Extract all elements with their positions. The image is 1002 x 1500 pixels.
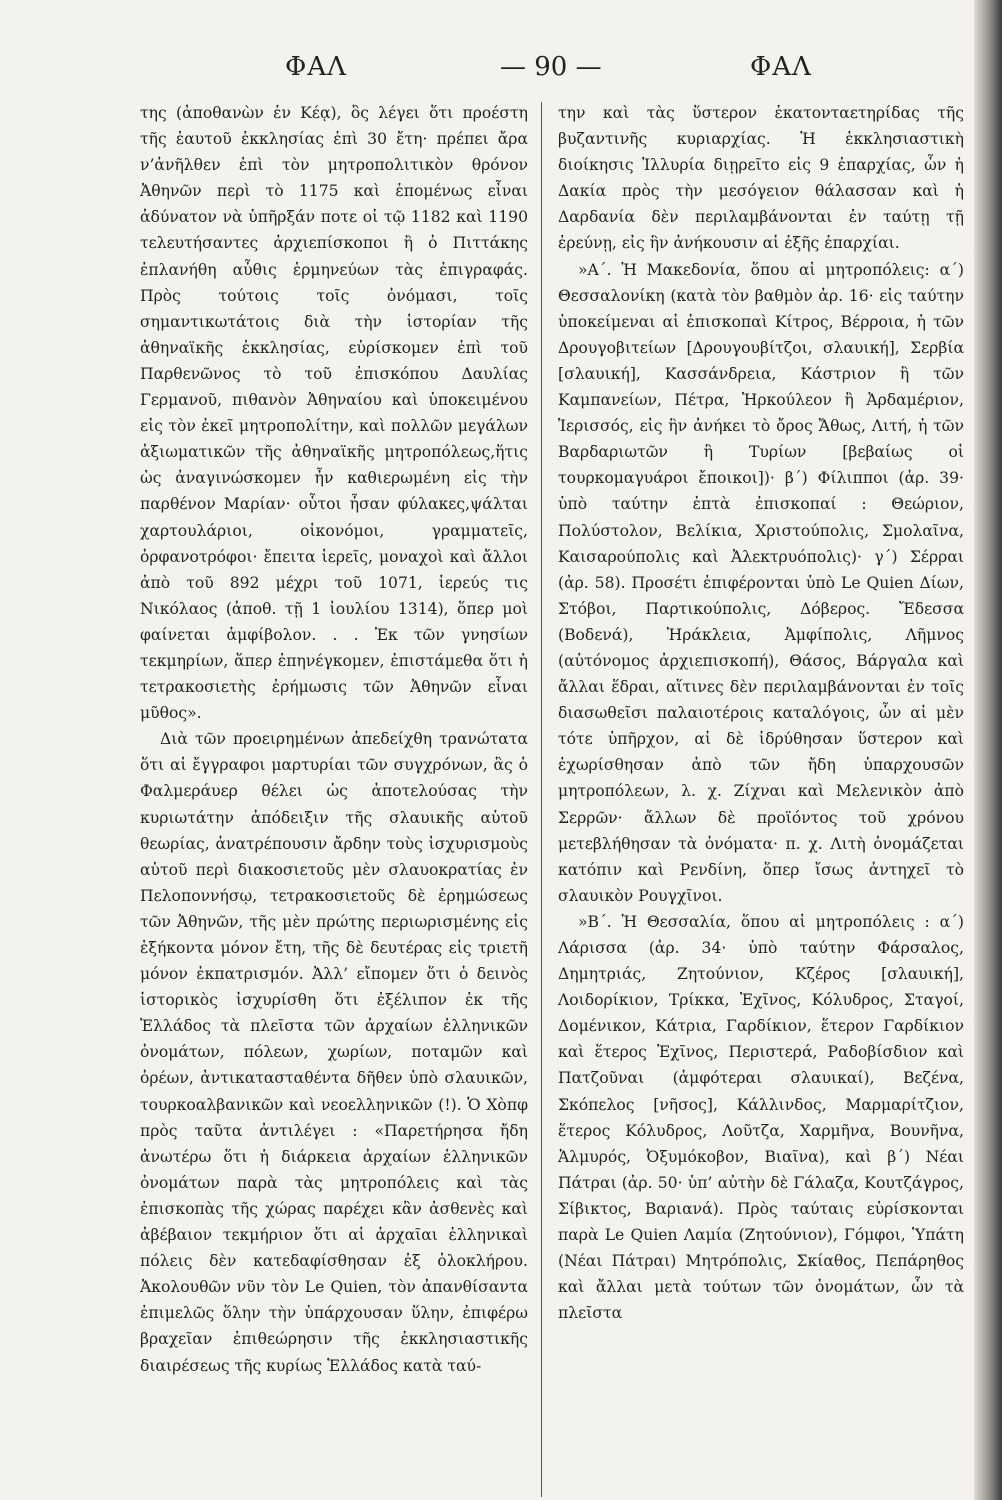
paragraph: »Β΄. Ἡ Θεσσαλία, ὅπου αἱ μητροπόλεις : α΄) Λάρισσα (ἀρ. 34· ὑπὸ ταύτην Φάρσαλος, Δημητριάς, Ζητούνιον, Κζέρος [σλαυική], Λοιδορίκιον, Τρίκκα, Ἐχῖνος, Κόλυδρος, Σταγοί, Δομένικον, Κάτρια, Γαρδίκιον, ἕτερον Γαρδίκιον καὶ ἕτερος Ἐχῖνος, Περιστερά, Ραδοβίσδιον καὶ Πατζοῦναι (ἀμφότεραι σλαυικαί), Βεζένα, Σκόπελος [νῆσος], Κάλλινδος, Μαρμαρίτζιον, ἕτερος Κόλυδρος, Λοῦτζα, Χαρμῆνα, Βουνῆνα, Ἁλμυρός, Ὀξυμόκοβον, Βιαῖνα), καὶ β΄) Νέαι Πάτραι (ἀρ. 50· ὑπ’ αὐτὴν δὲ Γάλαζα, Κουτζάγρος, Σίβικτος, Βαριανά). Πρὸς ταύταις εὑρίσκονται παρὰ Le Quien Λαμία (Ζητούνιον), Γόμφοι, Ὑπάτη (Νέαι Πάτραι) Μητρόπολις, Σκίαθος, Πεπάρηθος καὶ ἄλλαι μετὰ τούτων τῶν ὀνομάτων, ὧν τὰ πλεῖστα bbox=[558, 912, 964, 1323]
paragraph: της (ἀποθανὼν ἐν Κέᾳ), ὃς λέγει ὅτι προέστη τῆς ἑαυτοῦ ἐκκλησίας ἐπὶ 30 ἔτη· πρέπει ἄρα ν’ἀνῆλθεν ἐπὶ τὸν μητροπολιτικὸν θρόνον Ἀθηνῶν περὶ τὸ 1175 καὶ ἑπομένως εἶναι ἀδύνατον νὰ ὑπῆρξάν ποτε οἱ τῷ 1182 καὶ 1190 τελευτήσαντες ἀρχιεπίσκοποι ἢ ὁ Πιττάκης ἐπλανήθη αὖθις ἑρμηνεύων τὰς ἐπιγραφάς. Πρὸς τούτοις τοῖς ὀνόμασι, τοῖς σημαντικωτάτοις διὰ τὴν ἱστορίαν τῆς ἀθηναϊκῆς ἐκκλησίας, εὑρίσκομεν ἐπὶ τοῦ Παρθενῶνος τὸ τοῦ ἐπισκόπου Δαυλίας Γερμανοῦ, πιθανὸν Ἀθηναίου καὶ ὑποκειμένου εἰς τὸν ἐκεῖ μητροπολίτην, καὶ πολλῶν μεγάλων ἀξιωματικῶν τῆς ἀθηναϊκῆς μητροπόλεως,ἥτις ὡς ἀναγινώσκομεν ἦν καθιερωμένη εἰς τὴν παρθένον Μαρίαν· οὗτοι ἦσαν φύλακες,ψάλται χαρτουλάριοι, οἰκονόμοι, γραμματεῖς, ὀρφανοτρόφοι· ἔπειτα ἱερεῖς, μοναχοὶ καὶ ἄλλοι ἀπὸ τοῦ 892 μέχρι τοῦ 1071, ἱερεύς τις Νικόλαος (ἀποθ. τῇ 1 ἰουλίου 1314), ὅπερ μοὶ φαίνεται ἀμφίβολον. . . Ἐκ τῶν γνησίων τεκμηρίων, ἅπερ ἐπηνέγκομεν, ἐπιστάμεθα ὅτι ἡ τετρακοσιετὴς ἐρήμωσις τῶν Ἀθηνῶν εἶναι μῦθος». bbox=[140, 104, 528, 723]
right-column bbox=[558, 100, 964, 1500]
page-number: — 90 — bbox=[500, 52, 602, 82]
column-divider bbox=[541, 102, 542, 1497]
page-edge-shadow bbox=[974, 0, 1002, 1500]
paragraph: Διὰ τῶν προειρημένων ἀπεδείχθη τρανώτατα ὅτι αἱ ἔγγραφοι μαρτυρίαι τῶν συγχρόνων, ἃς ὁ Φαλμεράυερ θέλει ὡς ἀποτελούσας τὴν κυριωτάτην ἀπόδειξιν τῆς σλαυικῆς αὑτοῦ θεωρίας, ἀνατρέπουσιν ἄρδην τοὺς ἰσχυρισμοὺς αὑτοῦ περὶ διακοσιετοῦς μὲν σλαυοκρατίας ἐν Πελοποννήσῳ, τετρακοσιετοῦς δὲ ἐρημώσεως τῶν Ἀθηνῶν, τῆς μὲν πρώτης περιωρισμένης εἰς ἑξήκοντα μόνον ἔτη, τῆς δὲ δευτέρας εἰς τριετῆ μόνον ἐκπατρισμόν. Ἀλλ’ εἴπομεν ὅτι ὁ δεινὸς ἱστορικὸς ἰσχυρίσθη ὅτι ἐξέλιπον ἐκ τῆς Ἑλλάδος τὰ πλεῖστα τῶν ἀρχαίων ἑλληνικῶν ὀνομάτων, πόλεων, χωρίων, ποταμῶν καὶ ὀρέων, ἀντικατασταθέντα δῆθεν ὑπὸ σλαυικῶν, τουρκοαλβανικῶν καὶ νεοελληνικῶν (!). Ὁ Χὸπφ πρὸς ταῦτα ἀντιλέγει : «Παρετήρησα ἤδη ἀνωτέρω ὅτι ἡ διάρκεια ἀρχαίων ἑλληνικῶν ὀνομάτων παρὰ τὰς μητροπόλεις καὶ τὰς ἐπισκοπὰς τῆς χώρας παρέχει κἂν ἀσθενὲς καὶ ἀβέβαιον τεκμήριον ὅτι αἱ ἀρχαῖαι ἑλληνικαὶ πόλεις δὲν κατεδαφίσθησαν ἐξ ὁλοκλήρου. Ἀκολουθῶν νῦν τὸν Le Quien, τὸν ἀπανθίσαντα ἐπιμελῶς ὅλην τὴν ὑπάρχουσαν ὕλην, ἐπιφέρω βραχεῖαν ἐπιθεώρησιν τῆς ἐκκλησιαστικῆς διαιρέσεως τῆς κυρίως Ἑλλάδος κατὰ ταύ- bbox=[140, 730, 528, 1375]
paragraph: την καὶ τὰς ὕστερον ἑκατονταετηρίδας τῆς βυζαντινῆς κυριαρχίας. Ἡ ἐκκλησιαστικὴ διοίκησις Ἰλλυρία διῃρεῖτο εἰς 9 ἐπαρχίας, ὧν ἡ Δακία πρὸς τὴν μεσόγειον θάλασσαν καὶ ἡ Δαρδανία δὲν περιλαμβάνονται ἐν ταύτῃ τῇ ἐρεύνῃ, εἰς ἣν ἀνήκουσιν αἱ ἐξῆς ἐπαρχίαι. bbox=[558, 104, 964, 253]
header-left-keyword: ΦΑΛ bbox=[285, 52, 347, 82]
left-column bbox=[140, 100, 528, 1500]
paragraph: »Α΄. Ἡ Μακεδονία, ὅπου αἱ μητροπόλεις: α΄) Θεσσαλονίκη (κατὰ τὸν βαθμὸν ἀρ. 16· εἰς ταύτην ὑποκείμεναι αἱ ἐπισκοπαὶ Κίτρος, Βέρροια, ἡ τῶν Δρουγοβιτείων [Δρουγουβίτζοι, σλαυική], Σερβία [σλαυική], Κασσάνδρεια, Κάστριον ἢ τῶν Καμπανείων, Πέτρα, Ἡρκούλεον ἢ Ἀρδαμέριον, Ἱερισσός, εἰς ἣν ἀνήκει τὸ ὄρος Ἄθως, Λιτή, ἡ τῶν Βαρδαριωτῶν ἢ Τυρίων [βεβαίως οἱ τουρκομαγυάροι ἔποικοι])· β΄) Φίλιπποι (ἀρ. 39· ὑπὸ ταύτην ἑπτὰ ἐπισκοπαί : Θεώριον, Πολύστολον, Βελίκια, Χριστούπολις, Σμολαῖνα, Καισαρούπολις καὶ Ἀλεκτρυόπολις)· γ΄) Σέρραι (ἀρ. 58). Προσέτι ἐπιφέρονται ὑπὸ Le Quien Δίων, Στόβοι, Παρτικούπολις, Δόβερος. Ἔδεσσα (Βοδενά), Ἡράκλεια, Ἀμφίπολις, Λῆμνος (αὐτόνομος ἀρχιεπισκοπή), Θάσος, Βάργαλα καὶ ἄλλαι ἕδραι, αἵτινες δὲν περιλαμβάνονται ἐν τοῖς διασωθεῖσι παλαιοτέροις καταλόγοις, ὧν αἱ μὲν τότε ὑπῆρχον, αἱ δὲ ἱδρύθησαν ὕστερον καὶ ἐχωρίσθησαν ἀπὸ τῶν ἤδη ὑπαρχουσῶν μητροπόλεων, λ. χ. Ζίχναι καὶ Μελενικὸν ἀπὸ Σερρῶν· ἄλλων δὲ προϊόντος τοῦ χρόνου μετεβλήθησαν τὰ ὀνόματα· π. χ. Λιτὴ ὀνομάζεται κατόπιν καὶ Ρενδίνη, ὅπερ ἴσως ἀντηχεῖ τὸ σλαυικὸν Ρουγχῖνοι. bbox=[558, 260, 964, 905]
header-right-keyword: ΦΑΛ bbox=[750, 52, 812, 82]
running-header bbox=[140, 52, 960, 92]
